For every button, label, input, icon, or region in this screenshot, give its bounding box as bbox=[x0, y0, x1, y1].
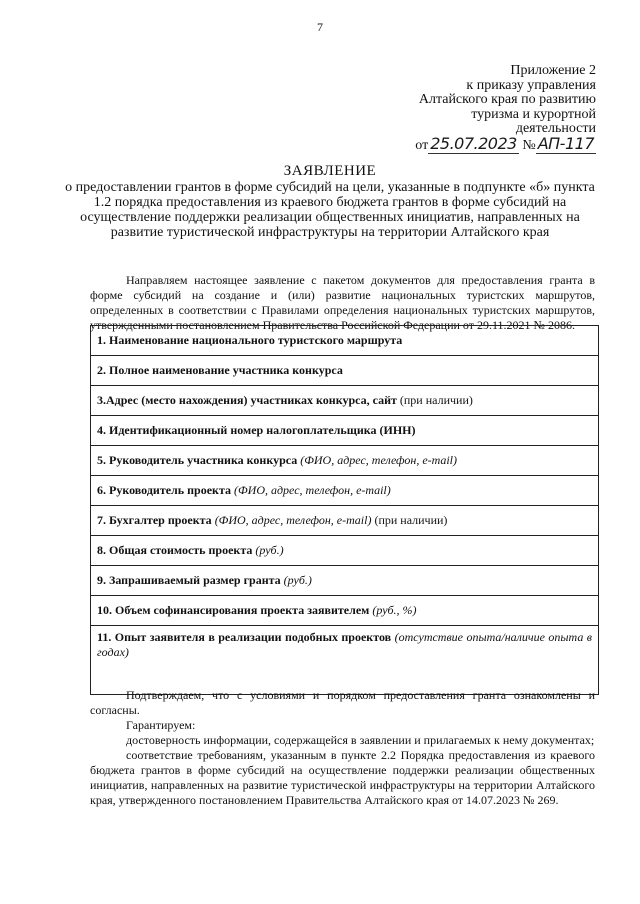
table-row bbox=[91, 326, 599, 356]
form-field-cell bbox=[91, 356, 599, 386]
field-label: 4. Идентификационный номер налогоплательщика (ИНН) bbox=[97, 423, 416, 437]
appendix-date-line bbox=[350, 133, 596, 154]
table-row bbox=[91, 416, 599, 446]
form-field-cell bbox=[91, 536, 599, 566]
field-label: 2. Полное наименование участника конкурса bbox=[97, 363, 343, 377]
form-field-cell bbox=[91, 476, 599, 506]
guarantee-item-1: достоверность информации, содержащейся в заявлении и прилагаемых к нему документах; bbox=[126, 733, 595, 747]
field-label: 10. Объем софинансирования проекта заявителем bbox=[97, 603, 370, 617]
form-field-cell bbox=[91, 566, 599, 596]
field-hint: (ФИО, адрес, телефон, e-mail) bbox=[211, 513, 372, 527]
table-row bbox=[91, 356, 599, 386]
form-field-cell bbox=[91, 416, 599, 446]
form-field-cell bbox=[91, 626, 599, 695]
table-row bbox=[91, 566, 599, 596]
form-field-cell bbox=[91, 326, 599, 356]
table-row bbox=[91, 446, 599, 476]
document-title-block bbox=[60, 164, 600, 240]
field-label: 7. Бухгалтер проекта bbox=[97, 513, 212, 527]
field-label: 8. Общая стоимость проекта bbox=[97, 543, 253, 557]
intro-paragraph: Направляем настоящее заявление с пакетом документов для предоставления гранта в форме субсидий на создание и (или) развитие национальных туристских маршрутов, определенных в соответствии с Правилами определения национальных туристских маршрутов, утвержденными постановлением Правительства Российской Федерации от 29.11.2021 № 2086. bbox=[90, 273, 595, 332]
field-hint: (ФИО, адрес, телефон, e-mail) bbox=[231, 483, 391, 497]
form-field-cell bbox=[91, 446, 599, 476]
table-row bbox=[91, 626, 599, 695]
appendix-line-4: туризма и курортной bbox=[471, 106, 596, 122]
closing-text bbox=[90, 688, 595, 808]
number-sign: № bbox=[522, 137, 536, 153]
appendix-line-2: к приказу управления bbox=[466, 77, 596, 93]
confirmation-paragraph: Подтверждаем, что с условиями и порядком предоставления гранта ознакомлены и согласны. bbox=[90, 688, 595, 717]
handwritten-number: АП-117 bbox=[537, 133, 594, 153]
guarantee-item-2: соответствие требованиям, указанным в пункте 2.2 Порядка предоставления из краевого бюджета грантов в форме субсидий на осуществление поддержки реализации общественных инициатив, направленных на развитие туристической инфраструктуры на территории Алтайского края, утвержденного постановлением Правительства Алтайского края от 14.07.2023 № 269. bbox=[90, 748, 595, 807]
handwritten-date: 25.07.2023 bbox=[430, 133, 517, 153]
table-row bbox=[91, 596, 599, 626]
table-row bbox=[91, 476, 599, 506]
table-row bbox=[91, 536, 599, 566]
table-row bbox=[91, 386, 599, 416]
field-note: (при наличии) bbox=[396, 393, 473, 407]
document-title: ЗАЯВЛЕНИЕ bbox=[283, 163, 377, 179]
appendix-line-5: деятельности bbox=[515, 121, 596, 136]
field-label: 3.Адрес (место нахождения) участниках конкурса, сайт bbox=[97, 393, 397, 407]
page-number: 7 bbox=[317, 20, 323, 34]
application-form-table bbox=[90, 325, 599, 695]
field-hint: (ФИО, адрес, телефон, e-mail) bbox=[297, 453, 457, 467]
field-hint: (руб., %) bbox=[369, 603, 417, 617]
field-label: 5. Руководитель участника конкурса bbox=[97, 453, 298, 467]
field-note: (при наличии) bbox=[371, 513, 448, 527]
field-label: 9. Запрашиваемый размер гранта bbox=[97, 573, 281, 587]
guarantee-heading: Гарантируем: bbox=[126, 718, 196, 732]
form-field-cell bbox=[91, 386, 599, 416]
date-prefix: от bbox=[415, 137, 429, 153]
document-subtitle: о предоставлении грантов в форме субсидий на цели, указанные в подпункте «б» пункта 1.2 порядка предоставления из краевого бюджета грантов в форме субсидий на осуществление поддержки реализации общественных инициатив, направленных на развитие туристической инфраструктуры на территории Алтайского края bbox=[65, 180, 595, 240]
form-field-cell bbox=[91, 596, 599, 626]
field-label: 1. Наименование национального туристского маршрута bbox=[97, 333, 403, 347]
form-field-cell bbox=[91, 506, 599, 536]
field-label: 6. Руководитель проекта bbox=[97, 483, 231, 497]
appendix-line-1: Приложение 2 bbox=[510, 63, 596, 78]
table-row bbox=[91, 506, 599, 536]
appendix-header bbox=[350, 64, 596, 153]
field-hint: (руб.) bbox=[252, 543, 284, 557]
appendix-line-3: Алтайского края по развитию bbox=[418, 92, 596, 107]
field-hint: (руб.) bbox=[280, 573, 312, 587]
field-label: 11. Опыт заявителя в реализации подобных проектов bbox=[97, 630, 392, 644]
field-hint: (отсутствие опыта/наличие опыта в годах) bbox=[97, 630, 592, 659]
